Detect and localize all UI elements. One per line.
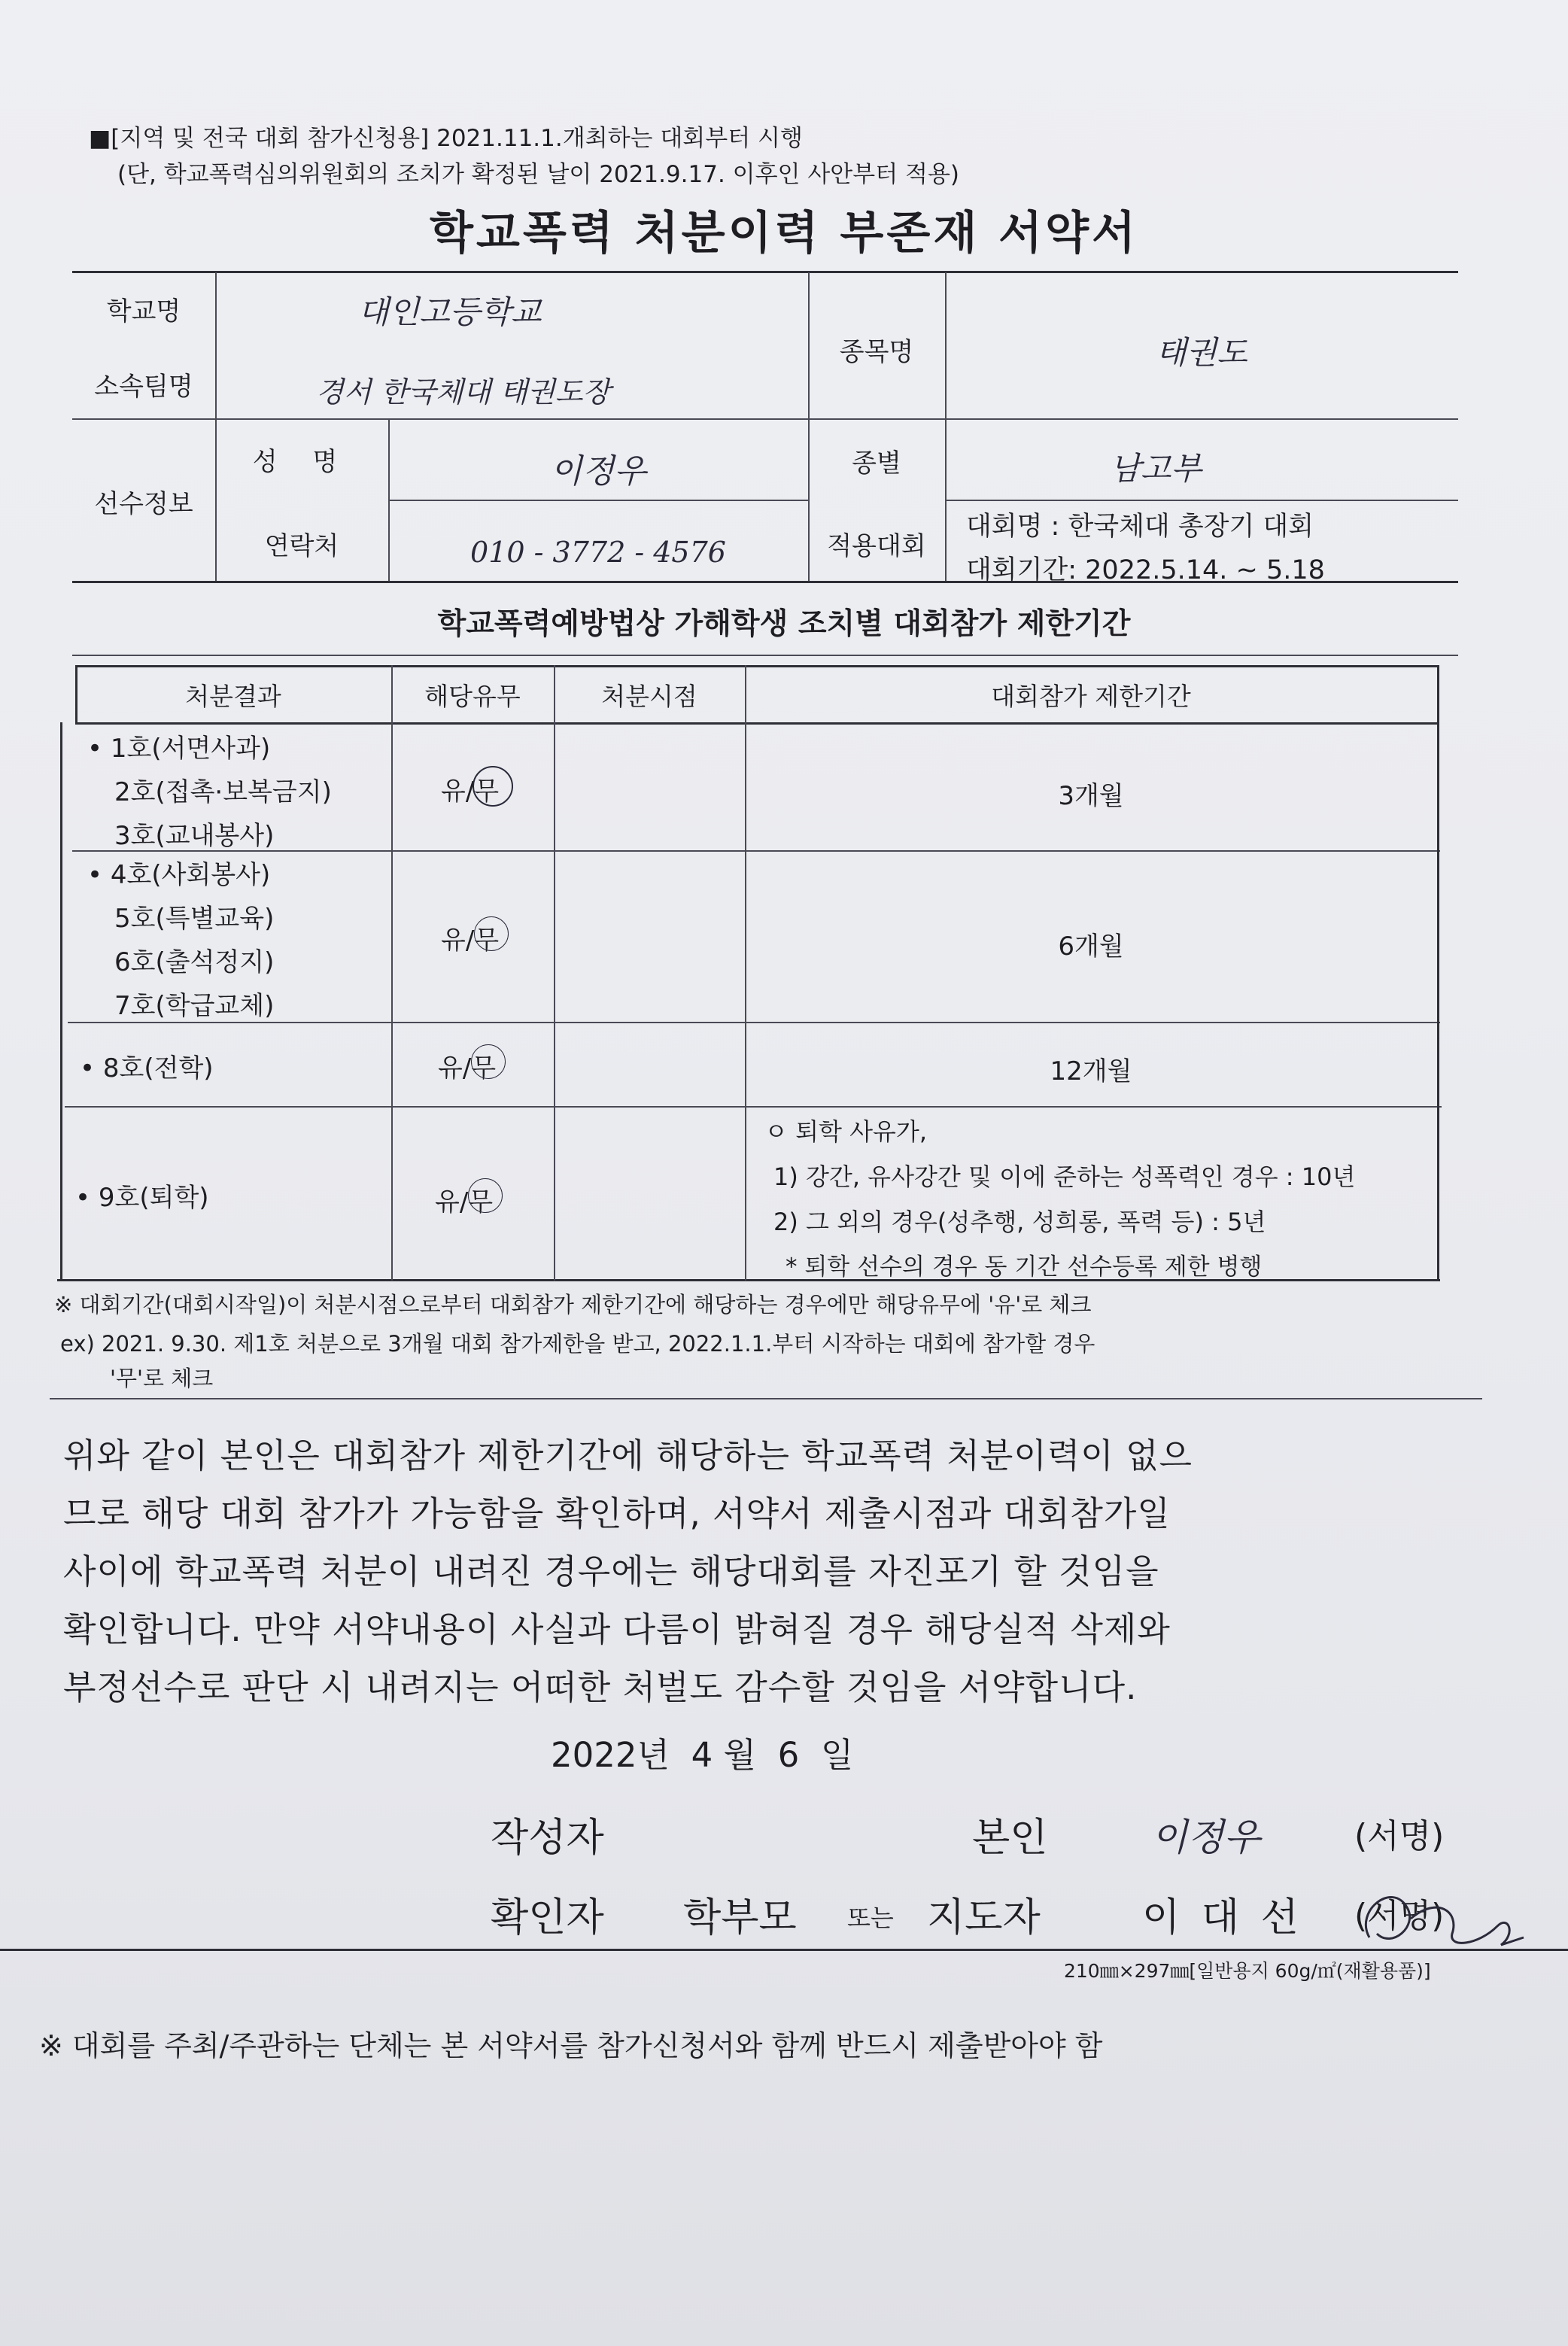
row2-period: 6개월: [1058, 931, 1124, 962]
notice-line-1: ■[지역 및 전국 대회 참가신청용] 2021.11.1.개최하는 대회부터 시행: [89, 125, 803, 152]
signature-divider: [0, 1949, 1568, 1951]
table-top-border: [75, 665, 1437, 667]
document-title: 학교폭력 처분이력 부존재 서약서: [429, 207, 1139, 260]
row3-result-1: • 8호(전학): [80, 1053, 214, 1083]
info-inner-divider-a: [388, 500, 808, 501]
row2-check: 유/무: [441, 925, 500, 956]
row1-check-circle: [473, 766, 513, 807]
section-title: 학교폭력예방법상 가해학생 조치별 대회참가 제한기간: [437, 607, 1131, 641]
note-3: '무'로 체크: [110, 1366, 214, 1391]
row1-period: 3개월: [1058, 781, 1124, 811]
info-col-4: [945, 272, 947, 581]
row3-period: 12개월: [1050, 1056, 1132, 1086]
row2-check-mark: [474, 916, 509, 951]
row4-result-1: • 9호(퇴학): [75, 1183, 209, 1213]
table-row: [87, 853, 274, 1028]
info-inner-divider-b: [947, 500, 1458, 501]
row1-result-1: • 1호(서면사과): [87, 734, 271, 764]
paper-spec: 210㎜×297㎜[일반용지 60g/㎡(재활용품)]: [1064, 1960, 1431, 1982]
coach-name: 이 대 선: [1142, 1895, 1303, 1940]
team-label: 소속팀명: [94, 372, 193, 402]
row4-check-mark: [468, 1178, 503, 1213]
info-row-divider: [72, 418, 1458, 420]
division-value: 남고부: [1110, 450, 1202, 487]
header-result: 처분결과: [185, 682, 281, 711]
pledge-line-5: 부정선수로 판단 시 내려지는 어떠한 처벌도 감수할 것임을 서약합니다.: [63, 1667, 1138, 1707]
row4-period-block: [764, 1109, 1355, 1290]
contact-value: 010 - 3772 - 4576: [470, 536, 726, 569]
contact-label: 연락처: [264, 531, 339, 561]
row2-result-3: 6호(출석정지): [114, 947, 275, 977]
self-sign: (서명): [1354, 1817, 1445, 1855]
row2-result-1: • 4호(사회봉사): [87, 860, 271, 890]
writer-label: 작성자: [491, 1816, 604, 1861]
table-col-3: [745, 665, 746, 1281]
row1-result-3: 3호(교내봉사): [114, 821, 275, 851]
name-value: 이정우: [550, 452, 646, 491]
school-label: 학교명: [106, 296, 181, 327]
player-info-label: 선수정보: [94, 489, 193, 519]
table-row: [87, 727, 332, 858]
note-1: ※ 대회기간(대회시작일)이 처분시점으로부터 대회참가 제한기간에 해당하는 경우에만 해당유무에 '유'로 체크: [54, 1292, 1092, 1317]
table-left-border: [60, 722, 62, 1281]
row4-period-line-2: 1) 강간, 유사강간 및 이에 준하는 성폭력인 경우 : 10년: [773, 1162, 1356, 1191]
row3-check-mark: [471, 1044, 506, 1079]
row4-check: 유/무: [435, 1187, 494, 1217]
table-header-bottom: [75, 722, 1437, 725]
competition-name: 대회명 : 한국체대 총장기 대회: [966, 512, 1314, 542]
info-top-border: [72, 271, 1458, 273]
table-col-1: [391, 665, 393, 1281]
pledge-line-3: 사이에 학교폭력 처분이 내려진 경우에는 해당대회를 자진포기 할 것임을: [63, 1551, 1159, 1591]
notes-divider: [50, 1398, 1482, 1399]
or-label: 또는: [847, 1904, 894, 1932]
self-name: 이정우: [1151, 1816, 1260, 1859]
notice-line-2: (단, 학교폭력심의위원회의 조치가 확정된 날이 2021.9.17. 이후인 사안부터 적용): [117, 161, 959, 188]
name-label: 성 명: [252, 447, 351, 477]
row3-check: 유/무: [438, 1053, 497, 1083]
team-value: 경서 한국체대 태권도장: [316, 375, 611, 409]
header-sanction-date: 처분시점: [601, 682, 697, 711]
division-label: 종별: [852, 448, 901, 479]
pledge-line-2: 므로 해당 대회 참가가 가능함을 확인하며, 서약서 제출시점과 대회참가일: [63, 1494, 1171, 1533]
row1-result-2: 2호(접촉·보복금지): [114, 777, 332, 807]
coach-sign: (서명): [1354, 1897, 1445, 1935]
note-2: ex) 2021. 9.30. 제1호 처분으로 3개월 대회 참가제한을 받고, 2022.1.1.부터 시작하는 대회에 참가할 경우: [60, 1331, 1095, 1357]
pledge-line-1: 위와 같이 본인은 대회참가 제한기간에 해당하는 학교폭력 처분이력이 없으: [63, 1436, 1193, 1475]
row2-result-2: 5호(특별교육): [114, 904, 275, 934]
coach-label: 지도자: [927, 1895, 1041, 1940]
pledge-line-4: 확인합니다. 만약 서약내용이 사실과 다름이 밝혀질 경우 해당실적 삭제와: [63, 1609, 1171, 1649]
row4-period-line-4: * 퇴학 선수의 경우 동 기간 선수등록 제한 병행: [786, 1254, 1263, 1281]
row4-period-line-1: ㅇ 퇴학 사유가,: [764, 1117, 927, 1146]
pledge-text: [63, 1427, 1193, 1716]
applied-competition-label: 적용대회: [827, 531, 926, 561]
header-applicable: 해당유무: [424, 682, 521, 711]
confirmer-label: 확인자: [491, 1895, 604, 1940]
school-value: 대인고등학교: [358, 293, 542, 330]
pledge-date: 2022년 4 월 6 일: [551, 1735, 854, 1775]
table-right-border: [1437, 665, 1439, 1281]
event-label: 종목명: [839, 337, 914, 367]
row1-check: 유/무: [441, 776, 500, 807]
guardian-label: 학부모: [683, 1895, 797, 1940]
competition-period: 대회기간: 2022.5.14. ~ 5.18: [966, 555, 1325, 585]
row4-period-line-3: 2) 그 외의 경우(성추행, 성희롱, 폭력 등) : 5년: [773, 1208, 1266, 1236]
header-restriction-period: 대회참가 제한기간: [991, 682, 1191, 711]
self-label: 본인: [972, 1816, 1048, 1861]
event-value: 태권도: [1156, 334, 1247, 371]
footer-note: ※ 대회를 주최/주관하는 단체는 본 서약서를 참가신청서와 함께 반드시 제출받아야 함: [39, 2029, 1103, 2062]
table-col-2: [554, 665, 555, 1281]
row2-result-4: 7호(학급교체): [114, 991, 275, 1021]
table-row-3-bottom: [65, 1106, 1442, 1108]
section-divider: [72, 655, 1458, 656]
